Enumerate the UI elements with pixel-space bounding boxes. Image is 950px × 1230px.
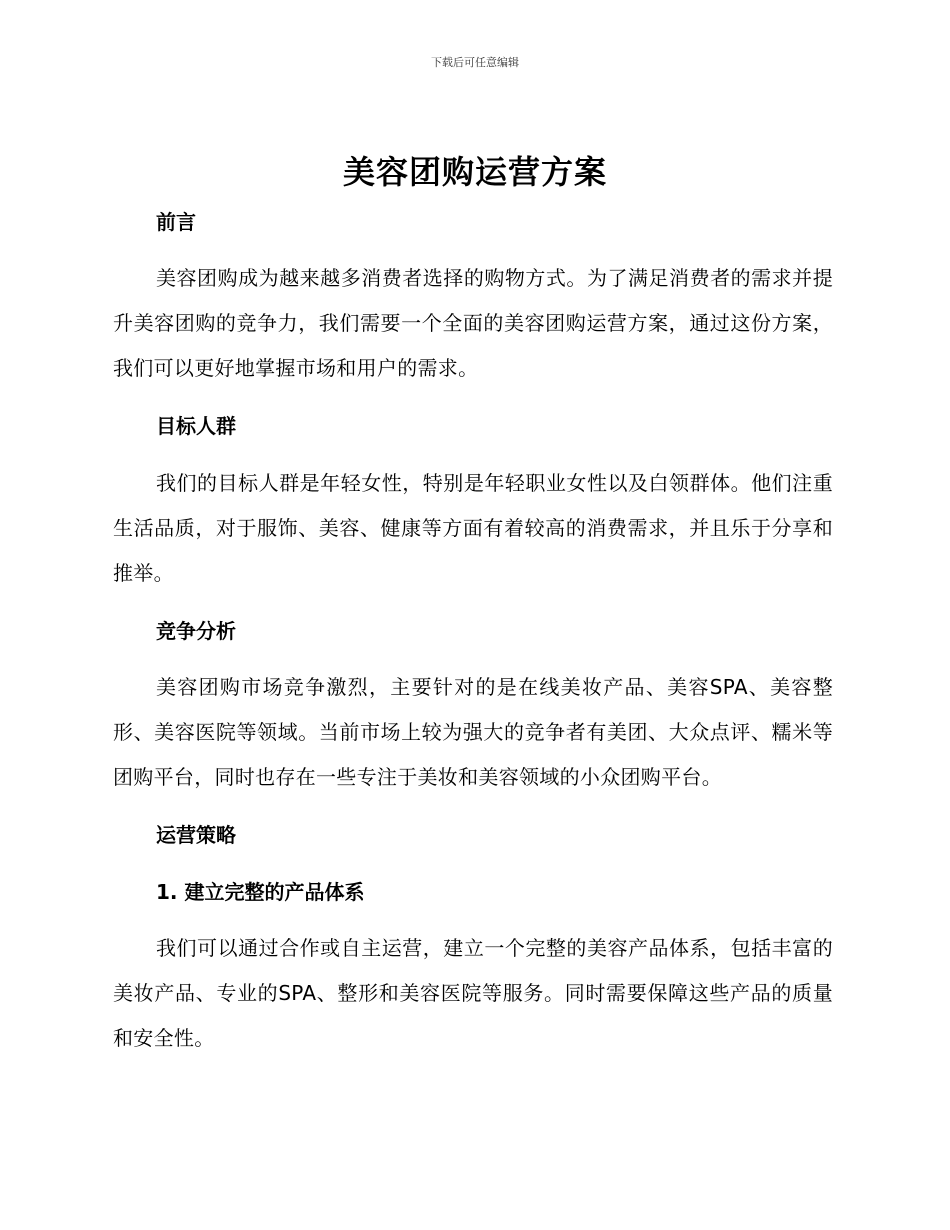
section-paragraph-target: 我们的目标人群是年轻女性，特别是年轻职业女性以及白领群体。他们注重生活品质，对于服饰、美容、健康等方面有着较高的消费需求，并且乐于分享和推举。: [113, 471, 833, 585]
document-title: 美容团购运营方案: [342, 153, 607, 191]
section-paragraph-competition: 美容团购市场竞争激烈，主要针对的是在线美妆产品、美容SPA、美容整形、美容医院等领域。当前市场上较为强大的竞争者有美团、大众点评、糯米等团购平台，同时也存在一些专注于美妆和美容领域的小众团购平台。: [113, 675, 833, 789]
section-heading-preface: 前言: [156, 210, 196, 234]
section-heading-strategy: 运营策略: [156, 823, 236, 847]
header-note: 下载后可任意编辑: [431, 56, 519, 69]
section-paragraph-product-system: 我们可以通过合作或自主运营，建立一个完整的美容产品体系，包括丰富的美妆产品、专业的SPA、整形和美容医院等服务。同时需要保障这些产品的质量和安全性。: [113, 936, 833, 1050]
section-paragraph-preface: 美容团购成为越来越多消费者选择的购物方式。为了满足消费者的需求并提升美容团购的竞争力，我们需要一个全面的美容团购运营方案，通过这份方案，我们可以更好地掌握市场和用户的需求。: [113, 266, 833, 380]
section-heading-competition: 竞争分析: [156, 619, 236, 643]
section-heading-target: 目标人群: [156, 414, 236, 438]
section-subheading-product-system: 1. 建立完整的产品体系: [156, 880, 365, 904]
